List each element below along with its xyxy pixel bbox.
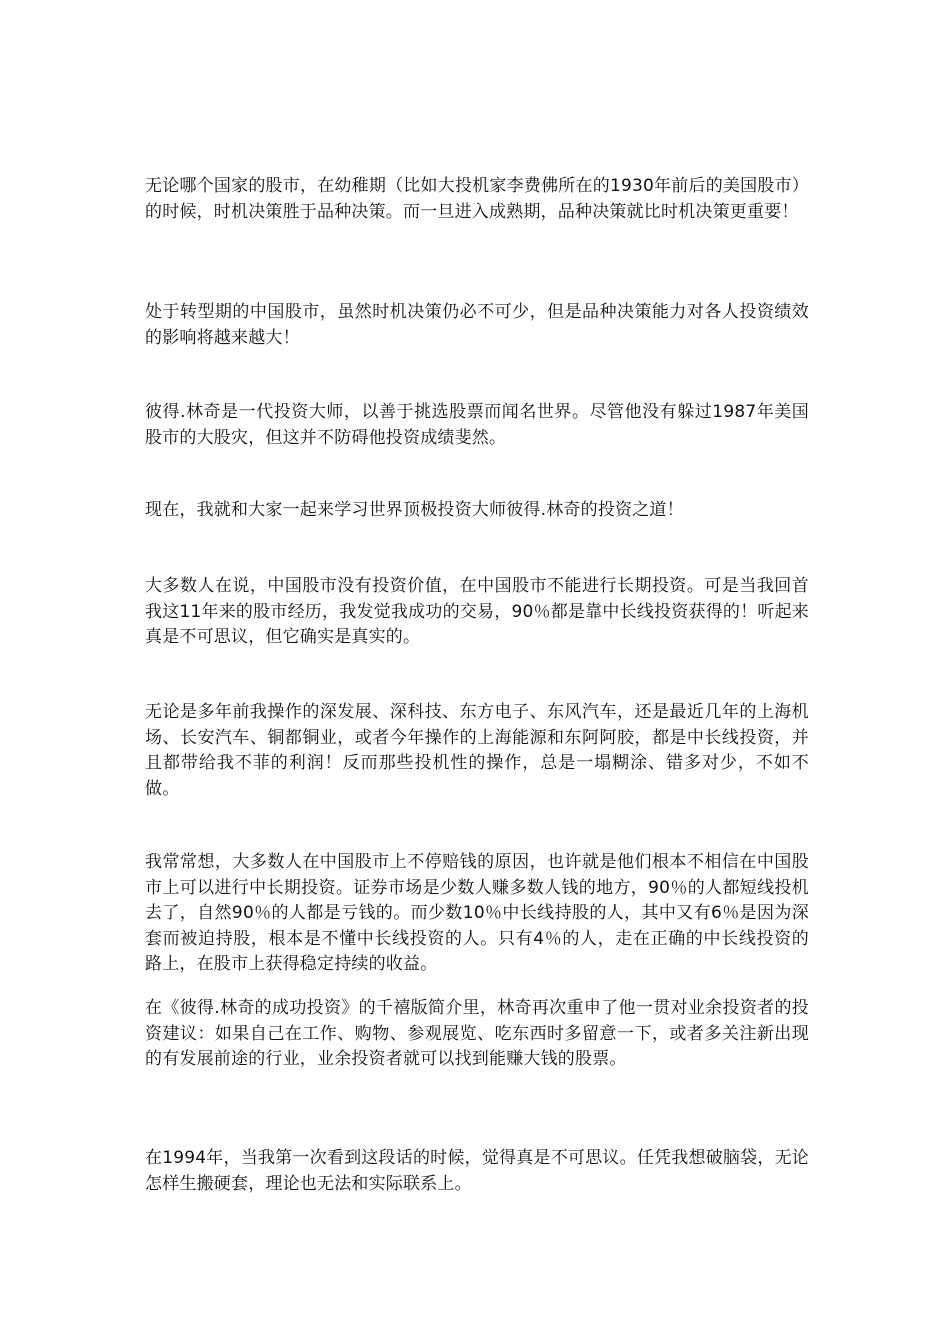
paragraph-3: 彼得.林奇是一代投资大师，以善于挑选股票而闻名世界。尽管他没有躲过1987年美国股市的大股灾，但这并不防碍他投资成绩斐然。: [145, 402, 809, 448]
paragraph-9: 在1994年，当我第一次看到这段话的时候，觉得真是不可思议。任凭我想破脑袋，无论怎样生搬硬套，理论也无法和实际联系上。: [145, 1148, 809, 1194]
paragraph-2: 处于转型期的中国股市，虽然时机决策仍必不可少，但是品种决策能力对各人投资绩效的影响将越来越大！: [145, 302, 809, 348]
paragraph-8: 在《彼得.林奇的成功投资》的千禧版简介里，林奇再次重申了他一贯对业余投资者的投资建议：如果自己在工作、购物、参观展览、吃东西时多留意一下，或者多关注新出现的有发展前途的行业，业余投资者就可以找到能赚大钱的股票。: [145, 998, 809, 1069]
paragraph-5: 大多数人在说，中国股市没有投资价值，在中国股市不能进行长期投资。可是当我回首我这11年来的股市经历，我发觉我成功的交易，90％都是靠中长线投资获得的！听起来真是不可思议，但它确实是真实的。: [145, 576, 809, 647]
paragraph-4: 现在，我就和大家一起来学习世界顶极投资大师彼得.林奇的投资之道！: [145, 500, 684, 520]
paragraph-7: 我常常想，大多数人在中国股市上不停赔钱的原因，也许就是他们根本不相信在中国股市上可以进行中长期投资。证券市场是少数人赚多数人钱的地方，90％的人都短线投机去了，自然90％的人都是亏钱的。而少数10％中长线持股的人，其中又有6％是因为深套而被迫持股，根本是不懂中长线投资的人。只有4％的人，走在正确的中长线投资的路上，在股市上获得稳定持续的收益。: [145, 852, 809, 974]
paragraph-6: 无论是多年前我操作的深发展、深科技、东方电子、东风汽车，还是最近几年的上海机场、长安汽车、铜都铜业，或者今年操作的上海能源和东阿阿胶，都是中长线投资，并且都带给我不菲的利润！反而那些投机性的操作，总是一塌糊涂、错多对少，不如不做。: [145, 702, 809, 799]
paragraph-1: 无论哪个国家的股市，在幼稚期（比如大投机家李费佛所在的1930年前后的美国股市）的时候，时机决策胜于品种决策。而一旦进入成熟期，品种决策就比时机决策更重要！: [145, 176, 809, 222]
